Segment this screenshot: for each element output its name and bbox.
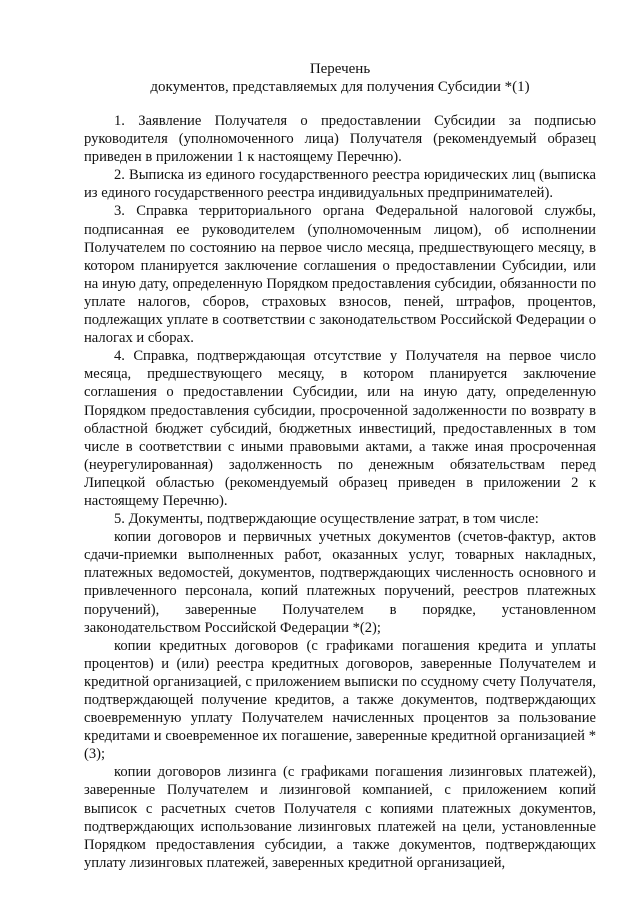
paragraph-5-contracts: копии договоров и первичных учетных документов (счетов-фактур, актов сдачи-приемки выполненных работ, оказанных услуг, товарных накладных, платежных ведомостей, документов, подтверждающих численность основного и привлеченного персонала, копий платежных поручений, реестров платежных поручений), заверенные Получателем в порядке, установленном законодательством Российской Федерации *(2); xyxy=(84,529,596,636)
paragraph-5-credit: копии кредитных договоров (с графиками погашения кредита и уплаты процентов) и (или) реестра кредитных договоров, заверенные Получателем и кредитной организацией, с приложением выписки по ссудному счету Получателя, подтверждающей получение кредитов, а также документов, подтверждающих своевременную уплату Получателем начисленных процентов за пользование кредитами и своевременное их погашение, заверенные кредитной организацией *(3); xyxy=(84,637,596,763)
paragraph-5-leasing: копии договоров лизинга (с графиками погашения лизинговых платежей), заверенные Получателем и лизинговой компанией, с приложением копий выписок с расчетных счетов Получателя с копиями платежных документов, подтверждающих использование лизинговых платежей на цели, установленные Порядком предоставления субсидии, а также документов, подтверждающих уплату лизинговых платежей, заверенных кредитной организацией, xyxy=(84,764,596,871)
document-title: Перечень xyxy=(309,61,371,77)
paragraph-3: 3. Справка территориального органа Федеральной налоговой службы, подписанная ее руководителем (уполномоченным лицом), об исполнении Получателем по состоянию на первое число месяца, предшествующего месяцу, в котором планируется заключение соглашения о предоставлении Субсидии, или на иную дату, определенную Порядком предоставления субсидии, обязанности по уплате налогов, сборов, страховых взносов, пеней, штрафов, процентов, подлежащих уплате в соответствии с законодательством Российской Федерации о налогах и сборах. xyxy=(84,203,596,347)
document-subtitle: документов, представляемых для получения Субсидии *(1) xyxy=(150,79,530,95)
paragraph-5: 5. Документы, подтверждающие осуществление затрат, в том числе: xyxy=(114,511,539,528)
paragraph-4: 4. Справка, подтверждающая отсутствие у Получателя на первое число месяца, предшествующего месяцу, в котором планируется заключение соглашения о предоставлении Субсидии, или на иную дату, определенную Порядком предоставления субсидии, просроченной задолженности по возврату в областной бюджет субсидий, бюджетных инвестиций, предоставленных в том числе в соответствии с иными правовыми актами, а также иная просроченная (неурегулированная) задолженность по денежным обязательствам перед Липецкой областью (рекомендуемый образец приведен в приложении 2 к настоящему Перечню). xyxy=(84,348,596,509)
paragraph-1: 1. Заявление Получателя о предоставлении Субсидии за подписью руководителя (уполномоченного лица) Получателя (рекомендуемый образец приведен в приложении 1 к настоящему Перечню). xyxy=(84,113,596,166)
paragraph-2: 2. Выписка из единого государственного реестра юридических лиц (выписка из единого государственного реестра индивидуальных предпринимателей). xyxy=(84,167,596,202)
document-page xyxy=(84,60,596,872)
